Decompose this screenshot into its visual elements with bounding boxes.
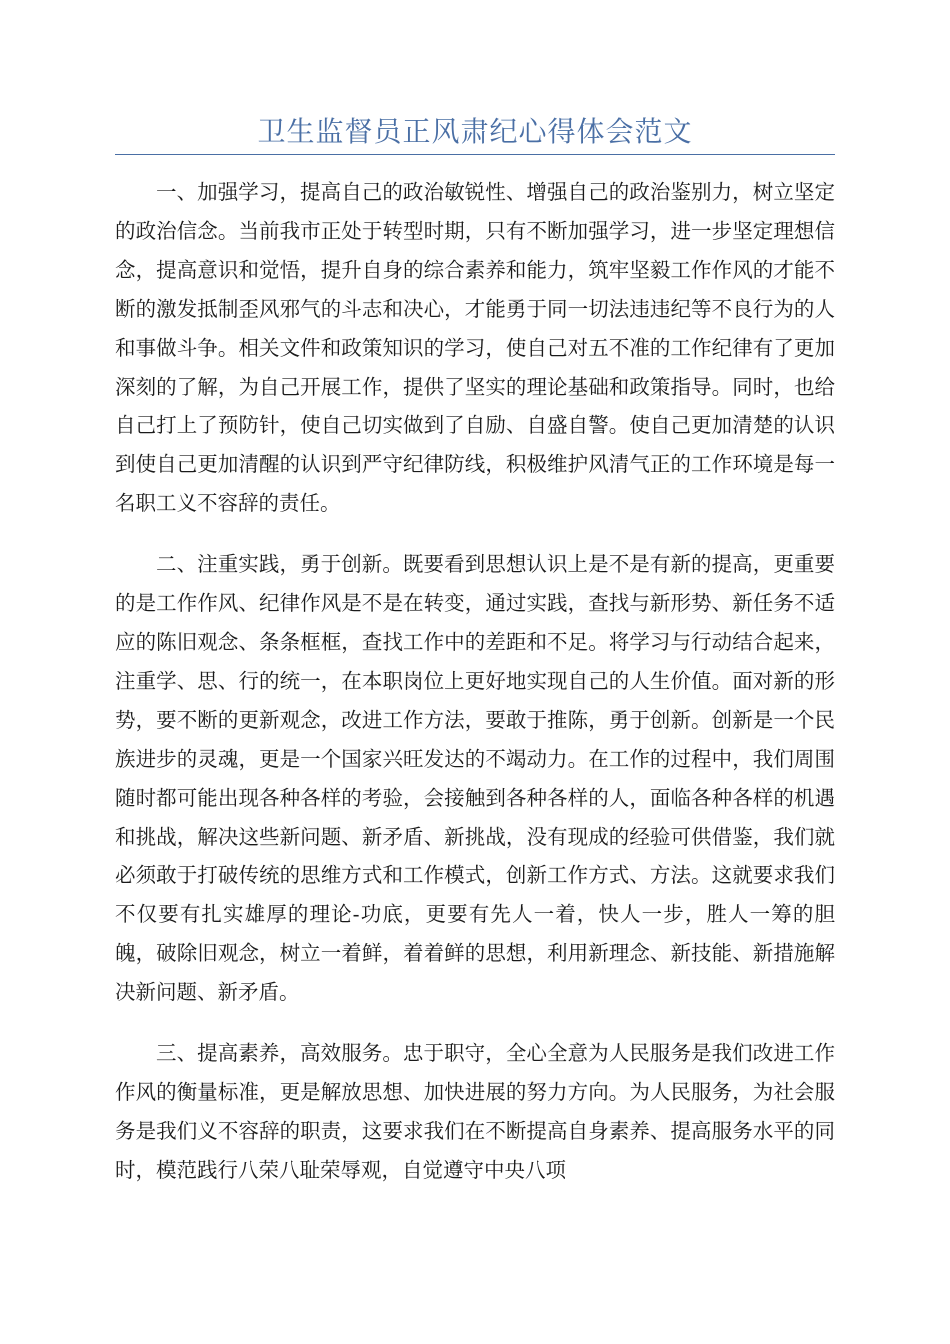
document-body bbox=[115, 173, 835, 1212]
paragraph-2: 二、注重实践，勇于创新。既要看到思想认识上是不是有新的提高，更重要的是工作作风、纪律作风是不是在转变，通过实践，查找与新形势、新任务不适应的陈旧观念、条条框框，查找工作中的差距和不足。将学习与行动结合起来，注重学、思、行的统一，在本职岗位上更好地实现自己的人生价值。面对新的形势，要不断的更新观念，改进工作方法，要敢于推陈，勇于创新。创新是一个民族进步的灵魂，更是一个国家兴旺发达的不竭动力。在工作的过程中，我们周围随时都可能出现各种各样的考验，会接触到各种各样的人，面临各种各样的机遇和挑战，解决这些新问题、新矛盾、新挑战，没有现成的经验可供借鉴，我们就必须敢于打破传统的思维方式和工作模式，创新工作方式、方法。这就要求我们不仅要有扎实雄厚的理论-功底，更要有先人一着，快人一步，胜人一筹的胆魄，破除旧观念，树立一着鲜，着着鲜的思想，利用新理念、新技能、新措施解决新问题、新矛盾。 bbox=[115, 552, 835, 1005]
paragraph-1: 一、加强学习，提高自己的政治敏锐性、增强自己的政治鉴别力，树立坚定的政治信念。当前我市正处于转型时期，只有不断加强学习，进一步坚定理想信念，提高意识和觉悟，提升自身的综合素养和能力，筑牢坚毅工作作风的才能不断的激发抵制歪风邪气的斗志和决心，才能勇于同一切法违违纪等不良行为的人和事做斗争。相关文件和政策知识的学习，使自己对五不准的工作纪律有了更加深刻的了解，为自己开展工作，提供了坚实的理论基础和政策指导。同时，也给自己打上了预防针，使自己切实做到了自励、自盛自警。使自己更加清楚的认识到使自己更加清醒的认识到严守纪律防线，积极维护风清气正的工作环境是每一名职工义不容辞的责任。 bbox=[115, 180, 835, 516]
title-underline bbox=[115, 154, 835, 155]
document-title: 卫生监督员正风肃纪心得体会范文 bbox=[257, 115, 693, 148]
paragraph-3: 三、提高素养，高效服务。忠于职守，全心全意为人民服务是我们改进工作作风的衡量标准，更是解放思想、加快进展的努力方向。为人民服务，为社会服务是我们义不容辞的职责，这要求我们在不断提高自身素养、提高服务水平的同时，模范践行八荣八耻荣辱观，自觉遵守中央八项 bbox=[115, 1041, 835, 1182]
